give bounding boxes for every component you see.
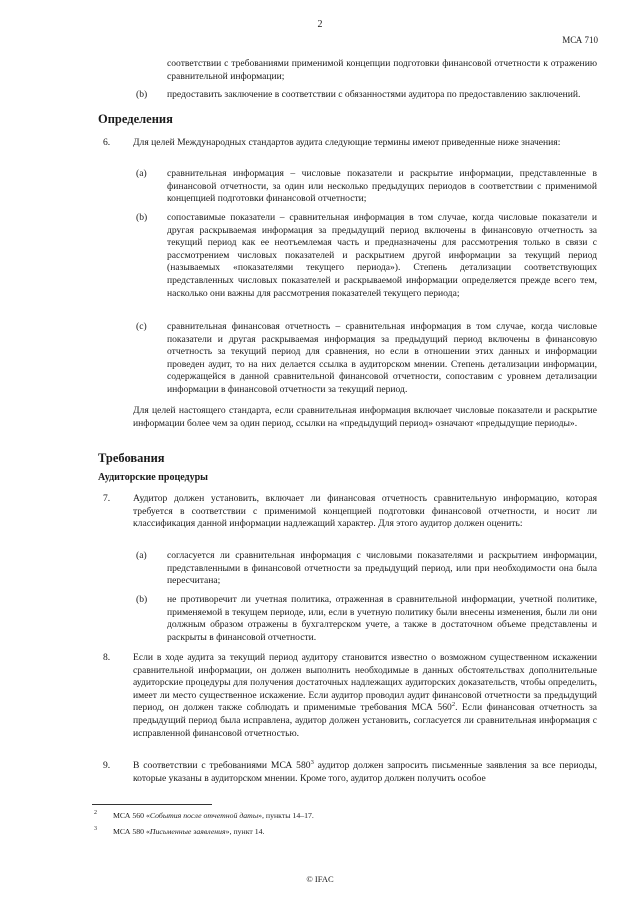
paragraph-9-number: 9. (103, 760, 111, 771)
document-code: МСА 710 (562, 35, 598, 45)
footnote-ref-2[interactable]: 2 (451, 701, 456, 709)
footnote-3-mark: 3 (94, 826, 97, 832)
paragraph-7-number: 7. (103, 493, 111, 504)
intro-item-b-text: предоставить заключение в соответствии с обязанностями аудитора по предоставлению заключений. (167, 89, 581, 100)
intro-item-a-continuation: соответствии с требованиями применимой концепции подготовки финансовой отчетности к отражению сравнительной информации; (167, 58, 597, 82)
intro-item-b-label: (b) (136, 89, 148, 100)
definition-a-label: (a) (136, 168, 147, 179)
definition-a-text: сравнительная информация – числовые показатели и раскрытие информации, представленные в финансовой отчетности, за один или несколько предыдущих периодов в соответствии с применимой концепцией подготовки финансовой отчетности; (167, 168, 597, 205)
paragraph-8-text: Если в ходе аудита за текущий период аудитору становится известно о возможном существенном искажении сравнительной информации, он должен выполнить необходимые в данных обстоятельствах дополнительные аудиторские процедуры для получения достаточных надлежащих аудиторских доказательств, чтобы определить, имеет ли место существенное искажение. Если аудитор проводил аудит финансовой отчетности за предыдущий период, он должен также соблюдать и применимые требования МСА $560^2$. Если финансовая отчетность за предыдущий период была исправлена, аудитор должен установить, согласуется ли сравнительная информация с исправленной финансовой отчетностью. (133, 652, 597, 739)
footnote-2-mark: 2 (94, 810, 97, 816)
requirement-b-text: не противоречит ли учетная политика, отраженная в сравнительной информации, учетной политике, применяемой в текущем периоде, или, если в учетную политику были внесены изменения, были ли они должным образом отражены в бухгалтерском учете, а также в достаточном объеме представлены и раскрыты в финансовой отчетности. (167, 594, 597, 643)
footnote-3-text: МСА 580 «Письменные заявления», пункт 14. (113, 827, 265, 836)
definition-c-text: сравнительная финансовая отчетность – сравнительная информация в том случае, когда числовые показатели и другая раскрываемая информация за предыдущий период включены в финансовую отчетность за текущий период для сравнения, но если в отношении этих данных и информации проведен аудит, то на них делается ссылка в аудиторском мнении. Степень детализации информации, содержащейся в данной сравнительной финансовой отчетности, сопоставим с уровнем детализации информации в финансовой отчетности за текущий период. (167, 321, 597, 395)
requirement-a-label: (a) (136, 550, 147, 561)
definitions-closing-text: Для целей настоящего стандарта, если сравнительная информация включает числовые показатели и раскрытие информации более чем за один период, ссылки на «предыдущий период» означают «предыдущие периоды». (133, 405, 597, 429)
requirement-b-label: (b) (136, 594, 148, 605)
requirement-a-text: согласуется ли сравнительная информация с числовыми показателями и раскрытием информации, представленными в финансовой отчетности за предыдущий период, или при необходимости она была пересчитана; (167, 550, 597, 587)
footnote-divider (92, 804, 212, 805)
footnote-2-text: МСА 560 «События после отчетной даты», пункты 14–17. (113, 811, 314, 820)
definitions-heading: Определения (98, 112, 173, 126)
footnote-ref-3[interactable]: 3 (310, 758, 314, 766)
paragraph-6-text: Для целей Международных стандартов аудита следующие термины имеют приведенные ниже значения: (133, 137, 561, 148)
paragraph-6-number: 6. (103, 137, 111, 148)
definition-c-label: (c) (136, 321, 147, 332)
paragraph-9-text: В соответствии с требованиями МСА $580^3$ аудитор должен запросить письменные заявления за все периоды, которые указаны в аудиторском мнении. Кроме того, аудитор должен получить особое (133, 758, 597, 784)
page-footer: © IFAC (306, 874, 334, 884)
paragraph-8-number: 8. (103, 652, 111, 663)
definition-b-text: сопоставимые показатели – сравнительная информация в том случае, когда числовые показатели и другая раскрываемая информация за предыдущий период включены в финансовую отчетность за текущий период как ее неотъемлемая часть и предназначены для рассмотрения только в связи с рассмотрением числовых показателей и раскрытием другой информации за текущий период (называемых «показателями текущего периода»). Степень детализации соответствующих представленных числовых показателей и раскрываемой информации определяется прежде всего тем, насколько они важны для рассмотрения показателей текущего периода; (167, 212, 597, 299)
definition-b-label: (b) (136, 212, 148, 223)
page-number: 2 (317, 19, 323, 30)
requirements-heading: Требования (98, 451, 165, 465)
audit-procedures-subheading: Аудиторские процедуры (98, 472, 208, 483)
paragraph-7-text: Аудитор должен установить, включает ли финансовая отчетность сравнительную информацию, которая требуется в соответствии с применимой концепцией подготовки финансовой отчетности, и носит ли классификация данной информации надлежащий характер. Для этого аудитор должен оценить: (133, 493, 597, 530)
